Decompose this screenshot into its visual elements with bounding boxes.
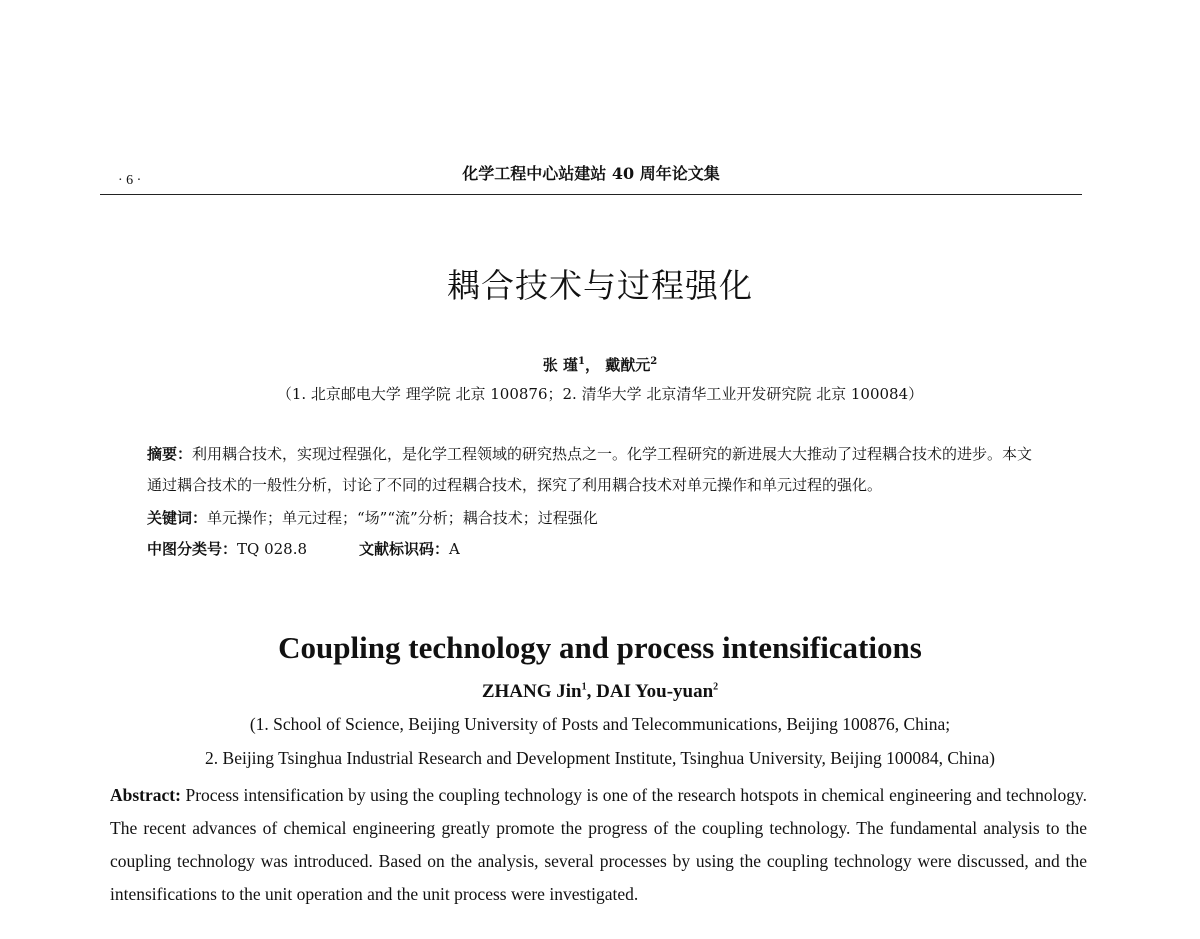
running-title: 化学工程中心站建站 40 周年论文集 xyxy=(462,164,720,183)
english-affiliation-2: 2. Beijing Tsinghua Industrial Research and Development Institute, Tsinghua University, Beijing 100084, China) xyxy=(205,748,995,768)
cn-author-1: 张 瑾 xyxy=(542,356,579,374)
clc-label: 中图分类号： xyxy=(147,540,238,558)
doc-code-value: A xyxy=(449,540,460,558)
english-abstract xyxy=(110,779,1087,911)
chinese-abstract xyxy=(147,439,1047,501)
doc-code-label: 文献标识码： xyxy=(359,540,450,558)
english-title: Coupling technology and process intensifications xyxy=(278,630,922,665)
english-authors xyxy=(0,681,1200,703)
en-author-2: DAI You-yuan xyxy=(596,681,714,702)
classification-line xyxy=(147,535,1047,563)
chinese-authors xyxy=(0,354,1200,375)
chinese-title: 耦合技术与过程强化 xyxy=(447,266,753,305)
cn-abstract-label: 摘要： xyxy=(147,445,193,463)
cn-author-1-affil: 1 xyxy=(578,356,585,367)
en-author-2-affil: 2 xyxy=(713,681,719,693)
running-header xyxy=(100,158,1082,195)
en-abstract-label: Abstract: xyxy=(110,785,181,805)
en-abstract-text: Process intensification by using the coupling technology is one of the research hotspots in chemical engineering and technology. The recent advances of chemical engineering greatly promote the progress of the coupling technology. The fundamental analysis to the coupling technology was introduced. Based on the analysis, several processes by using the coupling technology were discussed, and the intensifications to the unit operation and the unit process were investigated. xyxy=(110,785,1087,904)
cn-author-2: 戴猷元 xyxy=(605,356,651,374)
chinese-abstract-block xyxy=(147,439,1047,563)
cn-keywords-label: 关键词： xyxy=(147,509,208,527)
chinese-affiliation: （1. 北京邮电大学 理学院 北京 100876；2. 清华大学 北京清华工业开发研究院 北京 100084） xyxy=(276,385,924,403)
cn-author-2-affil: 2 xyxy=(650,356,658,367)
en-author-separator: , xyxy=(586,681,597,702)
cn-abstract-text: 利用耦合技术，实现过程强化，是化学工程领域的研究热点之一。化学工程研究的新进展大大推动了过程耦合技术的进步。本文通过耦合技术的一般性分析，讨论了不同的过程耦合技术，探究了利用耦合技术对单元操作和单元过程的强化。 xyxy=(147,445,1033,494)
english-affiliation-1: (1. School of Science, Beijing University of Posts and Telecommunications, Beijing 100876, China; xyxy=(249,714,951,734)
cn-keywords-text: 单元操作；单元过程；“场”“流”分析；耦合技术；过程强化 xyxy=(207,509,598,527)
page-number: · 6 · xyxy=(118,173,142,188)
chinese-keywords xyxy=(147,504,1047,532)
en-author-1: ZHANG Jin xyxy=(481,681,582,702)
cn-author-separator: ， xyxy=(584,356,606,374)
en-author-1-affil: 1 xyxy=(581,681,587,693)
clc-value: TQ 028.8 xyxy=(237,540,308,558)
